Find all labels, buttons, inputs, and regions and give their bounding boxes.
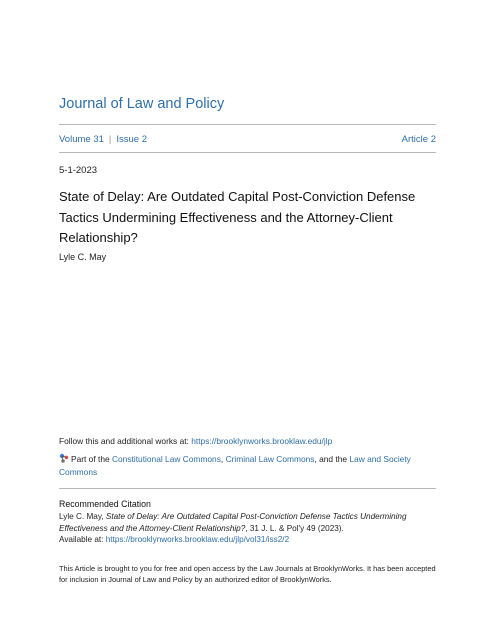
- article-number-link[interactable]: Article 2: [401, 134, 436, 145]
- part-of-sep-1: ,: [220, 454, 226, 464]
- article-title-line-3: Relationship?: [59, 230, 138, 245]
- citation-title-1: State of Delay: Are Outdated Capital Post-Conviction Defense Tactics Undermining: [105, 512, 407, 521]
- issue-link[interactable]: Issue 2: [116, 134, 148, 145]
- volume-link[interactable]: Volume 31: [59, 134, 104, 145]
- access-notice-line-2: for inclusion in Journal of Law and Policy by an authorized editor of BrooklynWorks.: [59, 575, 332, 584]
- follow-label: Follow this and additional works at:: [59, 436, 192, 446]
- article-title: [59, 187, 439, 249]
- available-url-link[interactable]: https://brooklynworks.brooklaw.edu/jlp/vol31/iss2/2: [105, 535, 290, 544]
- recommended-citation-heading: Recommended Citation: [59, 499, 151, 509]
- network-icon: [59, 453, 69, 463]
- criminal-law-commons-link[interactable]: Criminal Law Commons: [225, 454, 315, 464]
- recommended-citation: [59, 511, 439, 546]
- access-notice-line-1: This Article is brought to you for free and open access by the Law Journals at BrooklynWorks. It has been accepted: [59, 564, 436, 573]
- follow-line: [59, 436, 332, 446]
- part-of-prefix: Part of the: [71, 454, 112, 464]
- follow-url-link[interactable]: https://brooklynworks.brooklaw.edu/jlp: [191, 436, 333, 446]
- article-author: Lyle C. May: [59, 252, 107, 262]
- article-title-line-1: State of Delay: Are Outdated Capital Post-Conviction Defense: [59, 189, 416, 204]
- journal-title[interactable]: Journal of Law and Policy: [59, 96, 225, 112]
- publication-date: 5-1-2023: [59, 165, 98, 176]
- citation-reference: , 31 J. L. & Pol'y 49 (2023).: [245, 523, 344, 533]
- part-of-line: [59, 453, 439, 479]
- citation-author: Lyle C. May,: [59, 512, 106, 521]
- issue-row: [59, 134, 436, 145]
- access-notice: [59, 563, 439, 585]
- law-and-society-commons-link-cont[interactable]: Commons: [59, 467, 98, 477]
- part-of-sep-2: , and the: [314, 454, 350, 464]
- law-and-society-commons-link[interactable]: Law and Society: [349, 454, 411, 464]
- issue-divider: [59, 152, 436, 153]
- citation-divider: [59, 488, 436, 489]
- article-title-line-2: Tactics Undermining Effectiveness and the Attorney-Client: [59, 209, 393, 225]
- constitutional-law-commons-link[interactable]: Constitutional Law Commons: [111, 454, 221, 464]
- top-divider: [59, 124, 436, 125]
- issue-separator: |: [108, 134, 112, 145]
- citation-title-2: Effectiveness and the Attorney-Client Relationship?: [59, 523, 246, 533]
- available-label: Available at:: [59, 535, 106, 544]
